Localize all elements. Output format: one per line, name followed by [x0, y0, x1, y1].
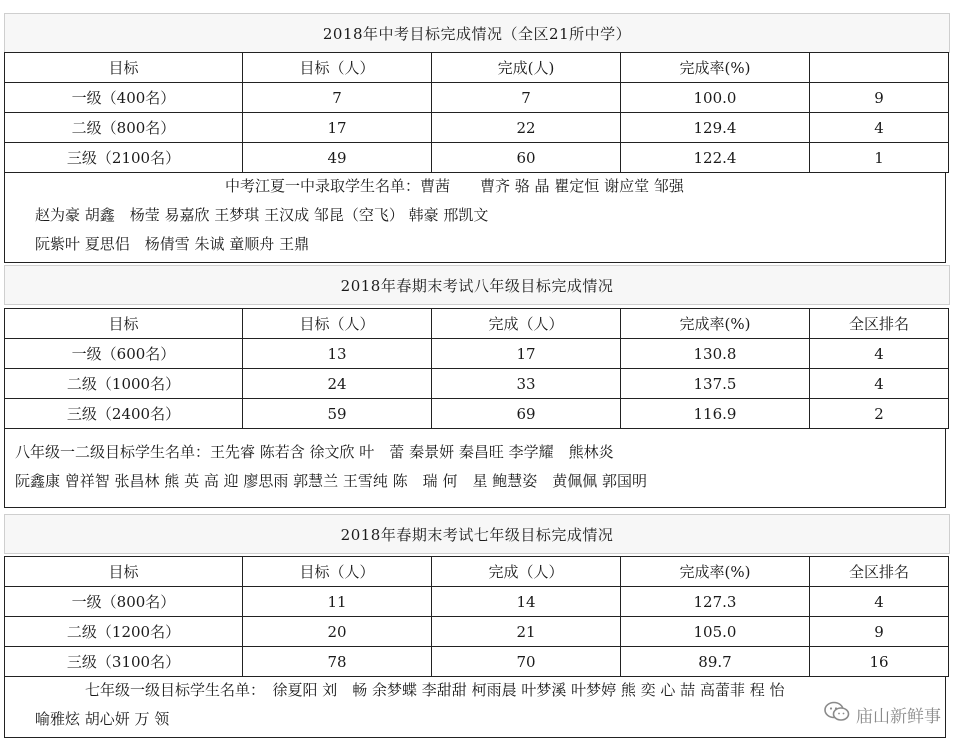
student-name-list	[4, 676, 946, 738]
header-cell: 目标	[5, 309, 243, 339]
table-cell: 89.7	[621, 647, 810, 677]
table-cell: 70	[432, 647, 621, 677]
section-title: 2018年中考目标完成情况（全区21所中学）	[4, 13, 950, 53]
table-cell: 100.0	[621, 83, 810, 113]
table-cell: 1	[810, 143, 949, 173]
header-cell: 目标（人）	[243, 53, 432, 83]
name-line: 阮紫叶 夏思侣 杨倩雪 朱诚 童顺舟 王鼎	[35, 235, 310, 253]
student-name-list	[4, 428, 946, 508]
table-cell: 7	[432, 83, 621, 113]
watermark	[824, 701, 941, 728]
table-row	[5, 587, 949, 617]
section-title: 2018年春期末考试八年级目标完成情况	[4, 265, 950, 305]
table-cell: 127.3	[621, 587, 810, 617]
header-cell	[810, 53, 949, 83]
header-cell: 目标（人）	[243, 557, 432, 587]
table-row	[5, 143, 949, 173]
table-cell: 4	[810, 369, 949, 399]
table-cell: 137.5	[621, 369, 810, 399]
table-cell: 二级（1200名）	[5, 617, 243, 647]
table-cell: 2	[810, 399, 949, 429]
table-cell: 21	[432, 617, 621, 647]
header-cell: 全区排名	[810, 557, 949, 587]
table-cell: 二级（1000名）	[5, 369, 243, 399]
name-line: 中考江夏一中录取学生名单：曹茜 曹齐 骆 晶 瞿定恒 谢应堂 邹强	[225, 177, 684, 195]
table-cell: 11	[243, 587, 432, 617]
table-cell: 49	[243, 143, 432, 173]
header-cell: 完成率(%)	[621, 557, 810, 587]
table-cell: 13	[243, 339, 432, 369]
results-table	[4, 556, 949, 677]
table-cell: 60	[432, 143, 621, 173]
header-cell: 目标	[5, 53, 243, 83]
header-cell: 目标（人）	[243, 309, 432, 339]
table-cell: 24	[243, 369, 432, 399]
table-cell: 16	[810, 647, 949, 677]
table-cell: 三级（2100名）	[5, 143, 243, 173]
table-cell: 9	[810, 83, 949, 113]
section-title: 2018年春期末考试七年级目标完成情况	[4, 514, 950, 554]
name-line: 赵为豪 胡鑫 杨莹 易嘉欣 王梦琪 王汉成 邹昆（空飞） 韩豪 邢凯文	[35, 206, 489, 224]
name-line: 七年级一级目标学生名单： 徐夏阳 刘 畅 余梦蝶 李甜甜 柯雨晨 叶梦溪 叶梦婷 熊 奕 心 喆 高蕾菲 程 怡	[85, 681, 785, 699]
table-row	[5, 113, 949, 143]
table-cell: 116.9	[621, 399, 810, 429]
watermark-text: 庙山新鲜事	[856, 707, 941, 727]
table-header-row	[5, 53, 949, 83]
table-cell: 一级（800名）	[5, 587, 243, 617]
table-cell: 17	[432, 339, 621, 369]
name-line: 喻雅炫 胡心妍 万 领	[35, 710, 170, 728]
table-cell: 105.0	[621, 617, 810, 647]
name-line: 八年级一二级目标学生名单：王先睿 陈若含 徐文欣 叶 蕾 秦景妍 秦昌旺 李学耀 熊林炎	[15, 443, 614, 461]
table-row	[5, 369, 949, 399]
table-cell: 14	[432, 587, 621, 617]
table-cell: 130.8	[621, 339, 810, 369]
table-cell: 33	[432, 369, 621, 399]
table-cell: 4	[810, 339, 949, 369]
table-cell: 三级（2400名）	[5, 399, 243, 429]
table-cell: 一级（400名）	[5, 83, 243, 113]
header-cell: 完成率(%)	[621, 309, 810, 339]
student-name-list	[4, 172, 946, 263]
table-cell: 122.4	[621, 143, 810, 173]
table-cell: 78	[243, 647, 432, 677]
table-cell: 20	[243, 617, 432, 647]
header-cell: 完成(人)	[432, 53, 621, 83]
table-cell: 22	[432, 113, 621, 143]
table-cell: 59	[243, 399, 432, 429]
name-line: 阮鑫康 曾祥智 张昌林 熊 英 高 迎 廖思雨 郭慧兰 王雪纯 陈 瑞 何 星 鲍慧姿 黄佩佩 郭国明	[15, 472, 647, 490]
header-cell: 完成（人）	[432, 309, 621, 339]
table-cell: 4	[810, 113, 949, 143]
table-cell: 二级（800名）	[5, 113, 243, 143]
table-cell: 4	[810, 587, 949, 617]
table-cell: 129.4	[621, 113, 810, 143]
header-cell: 目标	[5, 557, 243, 587]
table-cell: 69	[432, 399, 621, 429]
table-cell: 一级（600名）	[5, 339, 243, 369]
results-table	[4, 52, 949, 173]
table-row	[5, 647, 949, 677]
table-row	[5, 339, 949, 369]
table-row	[5, 617, 949, 647]
table-cell: 17	[243, 113, 432, 143]
table-header-row	[5, 557, 949, 587]
header-cell: 全区排名	[810, 309, 949, 339]
table-cell: 9	[810, 617, 949, 647]
table-cell: 三级（3100名）	[5, 647, 243, 677]
wechat-icon	[824, 701, 850, 728]
header-cell: 完成率(%)	[621, 53, 810, 83]
header-cell: 完成（人）	[432, 557, 621, 587]
table-cell: 7	[243, 83, 432, 113]
table-row	[5, 83, 949, 113]
results-table	[4, 308, 949, 429]
table-row	[5, 399, 949, 429]
table-header-row	[5, 309, 949, 339]
